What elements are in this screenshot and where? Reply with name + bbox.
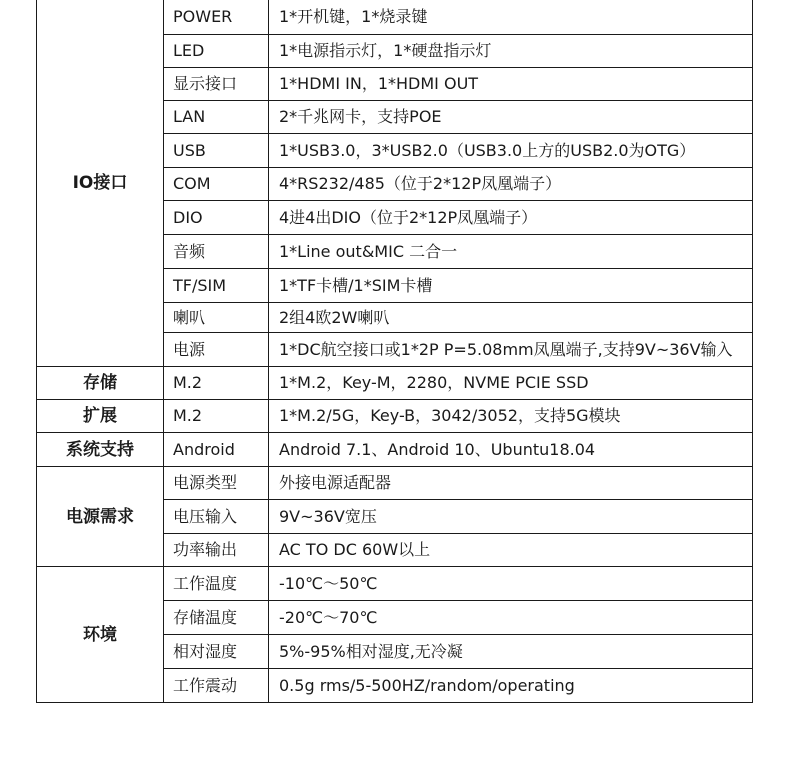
spec-value-cell: 1*USB3.0，3*USB2.0（USB3.0上方的USB2.0为OTG）	[269, 134, 753, 168]
spec-row	[37, 400, 753, 433]
spec-category-cell: 系统支持	[37, 433, 164, 467]
spec-category-cell: 电源需求	[37, 467, 164, 567]
spec-category-cell: 存储	[37, 367, 164, 400]
spec-item-cell: 电源类型	[164, 467, 269, 500]
spec-row	[37, 567, 753, 601]
spec-value-cell: 9V~36V宽压	[269, 500, 753, 534]
spec-row	[37, 367, 753, 400]
spec-item-cell: 工作震动	[164, 669, 269, 703]
spec-value-cell: Android 7.1、Android 10、Ubuntu18.04	[269, 433, 753, 467]
spec-item-cell: M.2	[164, 367, 269, 400]
spec-item-cell: TF/SIM	[164, 269, 269, 303]
spec-row	[37, 433, 753, 467]
spec-item-cell: 电源	[164, 333, 269, 367]
spec-row	[37, 0, 753, 35]
spec-category-cell: 扩展	[37, 400, 164, 433]
spec-value-cell: 2*千兆网卡，支持POE	[269, 101, 753, 134]
spec-value-cell: 1*电源指示灯，1*硬盘指示灯	[269, 35, 753, 68]
spec-value-cell: 外接电源适配器	[269, 467, 753, 500]
spec-item-cell: 喇叭	[164, 303, 269, 333]
spec-item-cell: COM	[164, 168, 269, 201]
spec-item-cell: 显示接口	[164, 68, 269, 101]
spec-item-cell: POWER	[164, 0, 269, 35]
spec-item-cell: 相对湿度	[164, 635, 269, 669]
spec-item-cell: M.2	[164, 400, 269, 433]
spec-value-cell: -20℃～70℃	[269, 601, 753, 635]
spec-value-cell: 1*M.2/5G，Key-B，3042/3052，支持5G模块	[269, 400, 753, 433]
spec-value-cell: 1*M.2，Key-M，2280，NVME PCIE SSD	[269, 367, 753, 400]
spec-table	[36, 0, 753, 703]
spec-value-cell: 4进4出DIO（位于2*12P凤凰端子）	[269, 201, 753, 235]
spec-item-cell: LED	[164, 35, 269, 68]
spec-value-cell: 1*开机键，1*烧录键	[269, 0, 753, 35]
spec-value-cell: 1*Line out&MIC 二合一	[269, 235, 753, 269]
spec-item-cell: DIO	[164, 201, 269, 235]
spec-value-cell: 0.5g rms/5-500HZ/random/operating	[269, 669, 753, 703]
spec-table-body	[37, 0, 753, 703]
spec-category-cell: 环境	[37, 567, 164, 703]
spec-item-cell: 功率输出	[164, 534, 269, 567]
spec-value-cell: 5%-95%相对湿度,无冷凝	[269, 635, 753, 669]
spec-item-cell: USB	[164, 134, 269, 168]
spec-value-cell: 4*RS232/485（位于2*12P凤凰端子）	[269, 168, 753, 201]
spec-item-cell: 电压输入	[164, 500, 269, 534]
spec-row	[37, 467, 753, 500]
spec-value-cell: 1*HDMI IN，1*HDMI OUT	[269, 68, 753, 101]
spec-item-cell: 工作温度	[164, 567, 269, 601]
spec-value-cell: 1*DC航空接口或1*2P P=5.08mm凤凰端子,支持9V~36V输入	[269, 333, 753, 367]
spec-item-cell: 音频	[164, 235, 269, 269]
spec-value-cell: 2组4欧2W喇叭	[269, 303, 753, 333]
spec-category-cell: IO接口	[37, 0, 164, 367]
spec-value-cell: AC TO DC 60W以上	[269, 534, 753, 567]
spec-item-cell: Android	[164, 433, 269, 467]
spec-item-cell: 存储温度	[164, 601, 269, 635]
spec-value-cell: -10℃～50℃	[269, 567, 753, 601]
spec-item-cell: LAN	[164, 101, 269, 134]
spec-value-cell: 1*TF卡槽/1*SIM卡槽	[269, 269, 753, 303]
